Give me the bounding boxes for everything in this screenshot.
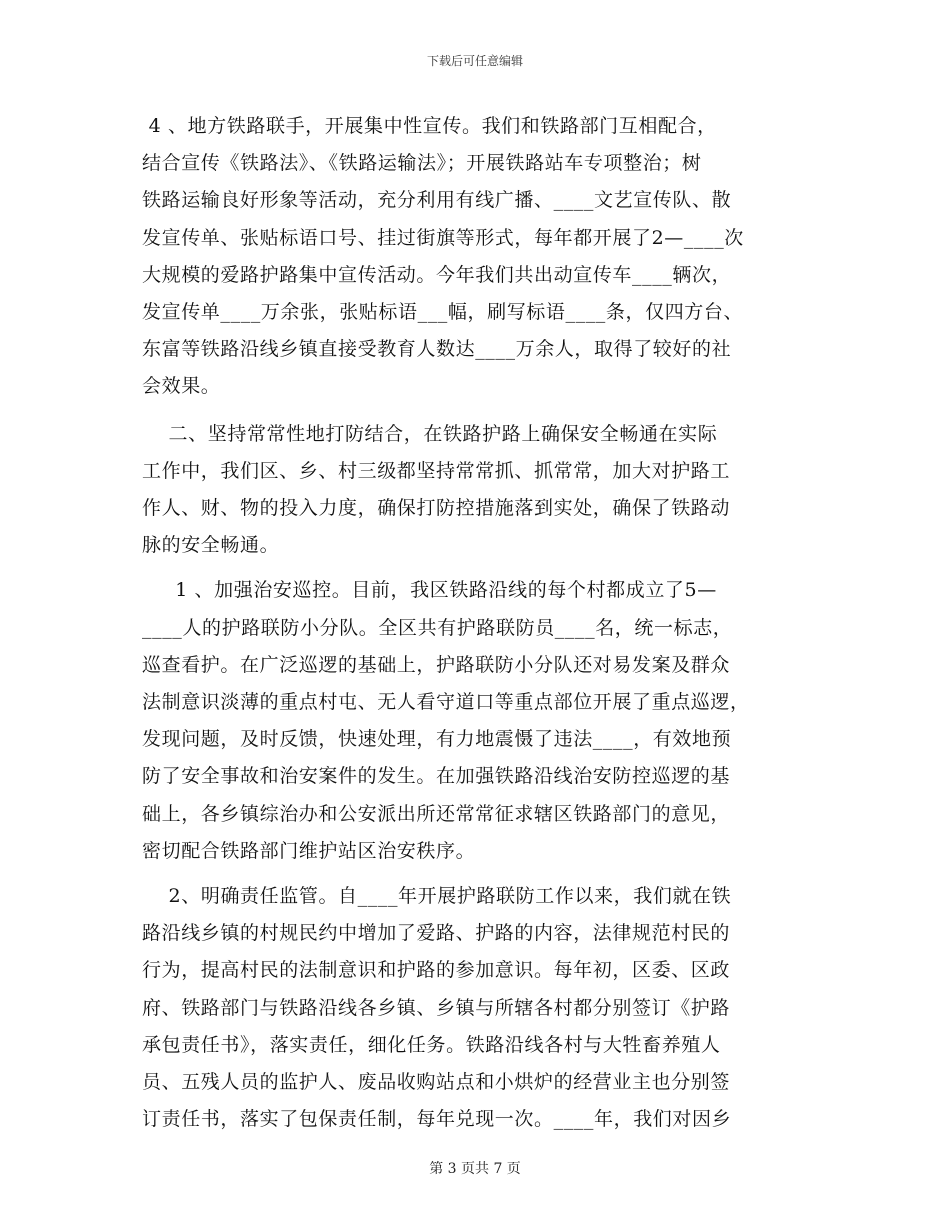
document-body	[142, 108, 812, 1138]
text-line: 作人、财、物的投入力度，确保打防控措施落到实处，确保了铁路动	[142, 497, 731, 520]
text-line: 发宣传单、张贴标语口号、挂过街旗等形式，每年都开展了2—____次	[142, 226, 744, 249]
text-line: 密切配合铁路部门维护站区治安秩序。	[142, 839, 476, 862]
text-line: 工作中，我们区、乡、村三级都坚持常常抓、抓常常，加大对护路工	[142, 459, 731, 482]
text-line: 础上，各乡镇综治办和公安派出所还常常征求辖区铁路部门的意见，	[142, 802, 731, 825]
text-line: 东富等铁路沿线乡镇直接受教育人数达____万余人，取得了较好的社	[142, 338, 732, 361]
text-line: 法制意识淡薄的重点村屯、无人看守道口等重点部位开展了重点巡逻，	[142, 691, 750, 714]
text-line: 2、明确责任监管。自____年开展护路联防工作以来，我们就在铁	[142, 885, 732, 908]
paragraph-security-patrol	[142, 572, 812, 870]
text-line: 1 、加强治安巡控。目前，我区铁路沿线的每个村都成立了5—	[142, 579, 717, 602]
text-line: 承包责任书》，落实责任，细化任务。铁路沿线各村与大牲畜养殖人	[142, 1033, 721, 1056]
text-line: 订责任书，落实了包保责任制，每年兑现一次。____年，我们对因乡	[142, 1108, 732, 1131]
text-line: 会效果。	[142, 375, 221, 398]
text-line: 二、坚持常常性地打防结合，在铁路护路上确保安全畅通在实际	[142, 422, 718, 445]
text-line: 铁路运输良好形象等活动，充分利用有线广播、____文艺宣传队、散	[142, 189, 732, 212]
text-line: 大规模的爱路护路集中宣传活动。今年我们共出动宣传车____辆次，	[142, 263, 732, 286]
text-line: 结合宣传《铁路法》、《铁路运输法》；开展铁路站车专项整治；树	[142, 152, 702, 175]
page-number: 第 3 页共 7 页	[429, 1161, 521, 1177]
text-line: 路沿线乡镇的村规民约中增加了爱路、护路的内容，法律规范村民的	[142, 922, 731, 945]
paragraph-railway-publicity	[142, 108, 812, 406]
text-line: 4 、地方铁路联手，开展集中性宣传。我们和铁路部门互相配合，	[142, 115, 717, 137]
paragraph-section-two	[142, 416, 812, 565]
text-line: 发宣传单____万余张，张贴标语___幅，刷写标语____条，仅四方台、	[142, 301, 744, 324]
text-line: 行为，提高村民的法制意识和护路的参加意识。每年初，区委、区政	[142, 959, 731, 982]
text-line: ____人的护路联防小分队。全区共有护路联防员____名，统一标志，	[142, 616, 733, 639]
text-line: 防了安全事故和治安案件的发生。在加强铁路沿线治安防控巡逻的基	[142, 765, 731, 788]
text-line: 发现问题，及时反馈，快速处理，有力地震慑了违法____，有效地预	[142, 728, 732, 751]
text-line: 巡查看护。在广泛巡逻的基础上，护路联防小分队还对易发案及群众	[142, 653, 731, 676]
page-header: 下载后可任意编辑	[426, 54, 523, 68]
text-line: 员、五残人员的监护人、废品收购站点和小烘炉的经营业主也分别签	[142, 1071, 731, 1094]
text-line: 府、铁路部门与铁路沿线各乡镇、乡镇与所辖各村都分别签订《护路	[142, 996, 731, 1019]
text-line: 脉的安全畅通。	[142, 534, 280, 557]
paragraph-responsibility	[142, 878, 812, 1138]
